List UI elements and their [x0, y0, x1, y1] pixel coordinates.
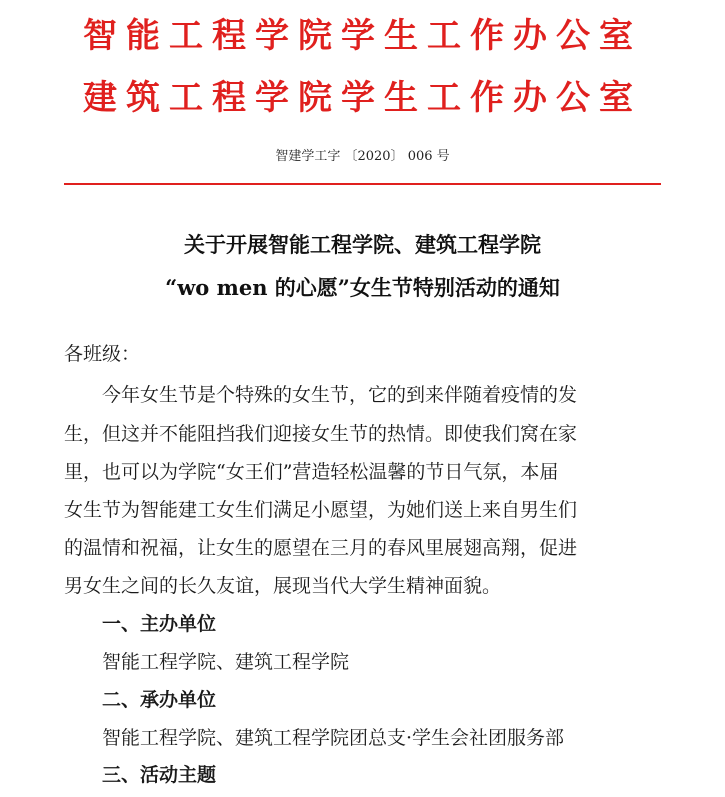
section-heading-undertaker: 二、承办单位: [102, 689, 217, 711]
paragraph-line: 今年女生节是个特殊的女生节，它的到来伴随着疫情的发: [102, 384, 578, 406]
document-number: 智建学工字 〔2020〕 006 号: [275, 149, 450, 164]
paragraph-line: 的温情和祝福，让女生的愿望在三月的春风里展翅高翔，促进: [64, 537, 578, 559]
notice-title-line2: “wo men 的心愿”女生节特别活动的通知: [165, 275, 560, 300]
notice-title-line1: 关于开展智能工程学院、建筑工程学院: [184, 232, 541, 257]
header-title-line2: 建筑工程学院学生工作办公室: [83, 78, 642, 118]
section-content-organizer: 智能工程学院、建筑工程学院: [102, 651, 350, 673]
header-title-line1: 智能工程学院学生工作办公室: [83, 16, 642, 56]
section-heading-theme: 三、活动主题: [102, 764, 217, 786]
section-heading-organizer: 一、主办单位: [102, 613, 217, 635]
paragraph-line: 女生节为智能建工女生们满足小愿望，为她们送上来自男生们: [64, 499, 578, 521]
paragraph-line: 里，也可以为学院“女王们”营造轻松温馨的节日气氛，本届: [64, 461, 559, 483]
salutation: 各班级：: [64, 343, 141, 365]
section-content-undertaker: 智能工程学院、建筑工程学院团总支·学生会社团服务部: [102, 727, 565, 749]
paragraph-line: 生，但这并不能阻挡我们迎接女生节的热情。即使我们窝在家: [64, 423, 578, 445]
paragraph-line: 男女生之间的长久友谊，展现当代大学生精神面貌。: [64, 575, 502, 597]
header-divider: [64, 183, 661, 185]
